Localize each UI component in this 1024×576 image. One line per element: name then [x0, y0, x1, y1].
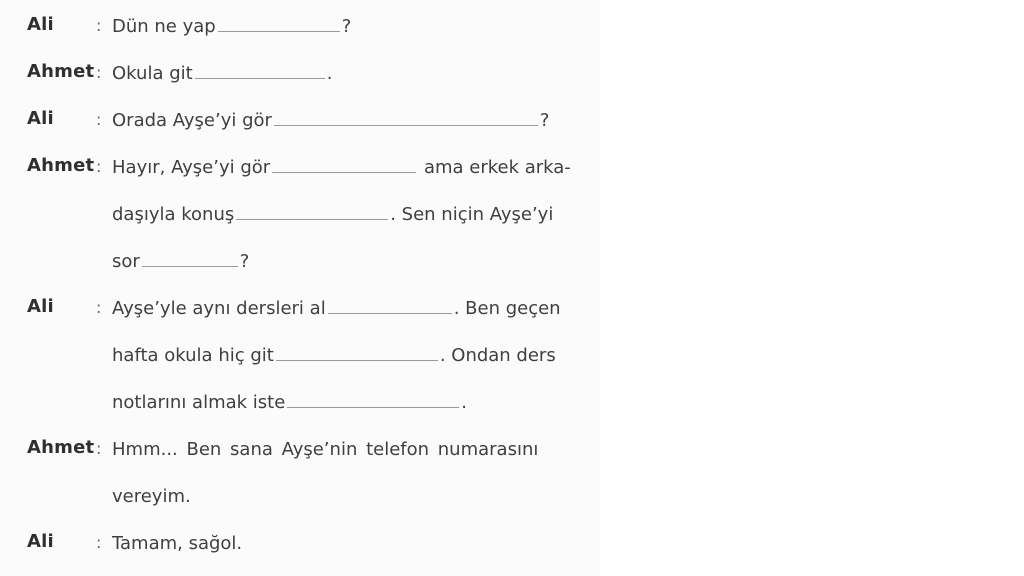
fill-blank — [218, 17, 340, 32]
dialogue-line — [0, 239, 600, 279]
line-text — [112, 63, 332, 84]
colon: : — [96, 439, 102, 458]
dialogue-line — [0, 192, 600, 232]
line-text — [112, 298, 561, 319]
dialogue-line — [0, 286, 600, 326]
colon: : — [96, 298, 102, 317]
text-part: . Ondan ders — [439, 345, 556, 366]
speaker-name: Ahmet — [27, 61, 95, 82]
line-text — [112, 204, 553, 225]
fill-blank — [142, 252, 238, 267]
text-part: Ayşe’yle aynı dersleri al — [112, 298, 326, 319]
colon: : — [96, 16, 102, 35]
speaker-name: Ali — [27, 531, 54, 552]
speaker-name: Ali — [27, 108, 54, 129]
dialogue-line — [0, 98, 600, 138]
text-part: . — [326, 63, 333, 84]
colon: : — [96, 110, 102, 129]
fill-blank — [287, 393, 459, 408]
text-part: Orada Ayşe’yi gör — [112, 110, 272, 131]
dialogue-line — [0, 474, 600, 514]
text-part: Hayır, Ayşe’yi gör — [112, 157, 271, 178]
colon: : — [96, 533, 102, 552]
speaker-name: Ali — [27, 14, 54, 35]
text-part: Okula git — [112, 63, 193, 84]
dialogue-line — [0, 521, 600, 561]
text-part: vereyim. — [112, 486, 191, 507]
fill-blank — [274, 111, 538, 126]
dialogue-line — [0, 380, 600, 420]
text-part: ? — [341, 16, 352, 37]
fill-blank — [328, 299, 452, 314]
dialogue-line — [0, 51, 600, 91]
dialogue-line — [0, 427, 600, 467]
dialogue-line — [0, 145, 600, 185]
text-part: hafta okula hiç git — [112, 345, 274, 366]
speaker-name: Ahmet — [27, 155, 95, 176]
text-part: sor — [112, 251, 140, 272]
text-part: ? — [539, 110, 550, 131]
text-part: Hmm... Ben sana Ayşe’nin telefon numarasını — [112, 439, 539, 460]
text-part: . Ben geçen — [453, 298, 561, 319]
fill-blank — [276, 346, 438, 361]
text-part: notlarını almak iste — [112, 392, 286, 413]
text-part: daşıyla konuş — [112, 204, 235, 225]
colon: : — [96, 157, 102, 176]
text-part: Tamam, sağol. — [112, 533, 243, 554]
fill-blank — [236, 205, 388, 220]
fill-blank — [272, 158, 416, 173]
speaker-name: Ahmet — [27, 437, 95, 458]
text-part: . Sen niçin Ayşe’yi — [390, 204, 554, 225]
line-text — [112, 533, 242, 554]
colon: : — [96, 63, 102, 82]
line-text — [112, 345, 556, 366]
speaker-name: Ali — [27, 296, 54, 317]
line-text — [112, 251, 249, 272]
text-part: . — [461, 392, 468, 413]
dialogue-line — [0, 4, 600, 44]
text-part: ama erkek arka- — [423, 157, 571, 178]
text-part: ? — [239, 251, 250, 272]
line-text — [112, 16, 351, 37]
line-text — [112, 157, 571, 178]
text-part: Dün ne yap — [112, 16, 216, 37]
line-text — [112, 486, 191, 507]
line-text — [112, 110, 549, 131]
dialogue-line — [0, 333, 600, 373]
fill-blank — [195, 64, 325, 79]
line-text — [112, 439, 538, 460]
line-text — [112, 392, 467, 413]
